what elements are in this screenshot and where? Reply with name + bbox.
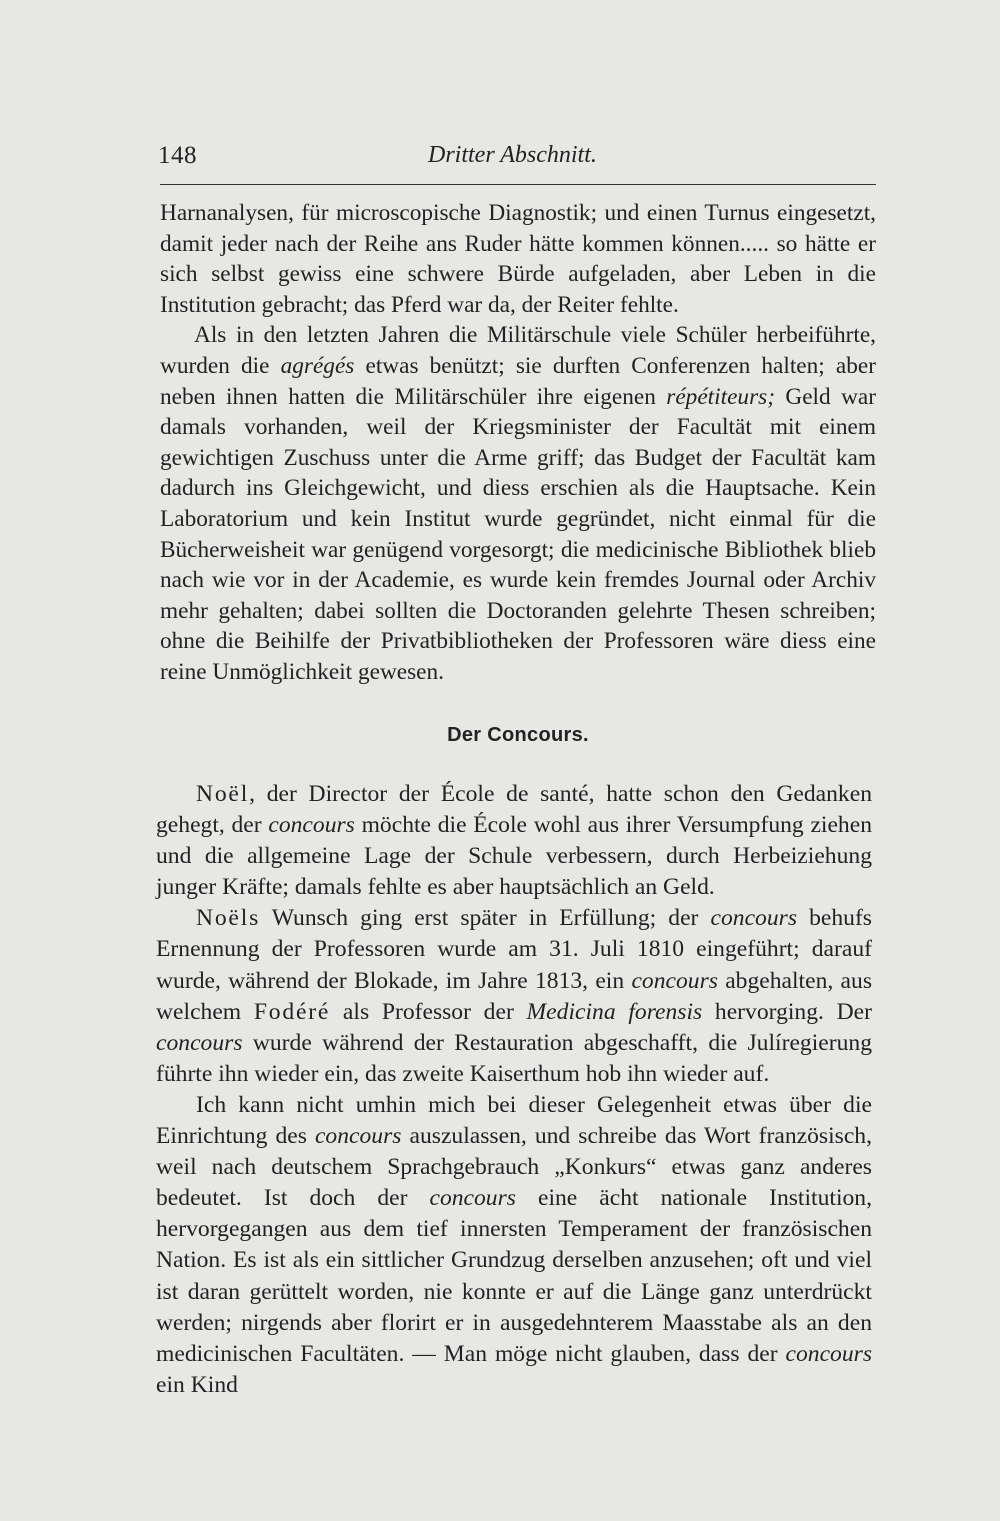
italic-term: agrégés (280, 352, 355, 379)
italic-term: concours (785, 1340, 872, 1367)
paragraph-text: als Professor der (330, 998, 527, 1025)
section-concours (156, 779, 872, 1401)
paragraph-text: möchte die École wohl aus ihrer Versumpfung ziehen und die allgemeine Lage der Schule verbessern, durch Herbeiziehung junger Kräfte; damals fehlte es aber hauptsächlich an Geld. (156, 812, 873, 901)
paragraph-text: wurde während der Restauration abgeschafft, die Julíregierung führte ihn wieder ein, das zweite Kaiserthum hob ihn wieder auf. (156, 1029, 872, 1087)
paragraph-text: , der Director der École de santé, hatte schon den Gedanken gehegt, der (156, 781, 872, 839)
paragraph-text: Harnanalysen, für microscopische Diagnostik; und einen Turnus eingesetzt, damit jeder nach der Reihe ans Ruder hätte kommen können..... so hätte er sich selbst gewiss eine schwere Bürde aufgeladen, aber Leben in die Institution gebracht; das Pferd war da, der Reiter fehlte. (160, 200, 876, 318)
italic-term: concours (156, 1029, 243, 1056)
paragraph-text: Als in den letzten Jahren die Militärschule viele Schüler herbeiführte, wurden die (160, 322, 876, 379)
paragraph-text: abgehalten, aus welchem (156, 967, 872, 1025)
spaced-name: Fodéré (253, 998, 331, 1025)
paragraph-text: behufs Ernennung der Professoren wurde am 31. Juli 1810 eingeführt; darauf wurde, während der Blokade, im Jahre 1813, ein (156, 905, 872, 994)
paragraph-text: etwas benützt; sie durften Conferenzen halten; aber neben ihnen hatten die Militärschüler ihre eigenen (160, 352, 876, 410)
italic-term: répétiteurs; (666, 383, 775, 410)
italic-term: concours (710, 905, 797, 932)
page-number: 148 (158, 142, 197, 169)
header-rule (160, 184, 876, 185)
paragraph-text: ein Kind (156, 1371, 238, 1398)
section-continuation (160, 198, 876, 688)
running-head: Dritter Abschnitt. (428, 142, 597, 168)
paragraph-ich-kann (156, 1090, 872, 1401)
paragraph-noels-wunsch (156, 903, 872, 1090)
paragraph-text: Wunsch ging erst später in Erfüllung; der (260, 905, 711, 932)
italic-term: concours (429, 1185, 516, 1212)
paragraph-text: Geld war damals vorhanden, weil der Kriegsminister der Facultät mit einem gewichtigen Zuschuss unter die Arme griff; das Budget der Facultät kam dadurch ins Gleichgewicht, und diess erschien als die Hauptsache. Kein Laboratorium und kein Institut wurde gegründet, nicht einmal für die Bücherweisheit war genügend vorgesorgt; die medicinische Bibliothek blieb nach wie vor in der Academie, es wurde kein fremdes Journal oder Archiv mehr gehalten; dabei sollten die Doctoranden gelehrte Thesen schreiben; ohne die Beihilfe der Privatbibliotheken der Professoren wäre diess eine reine Unmöglichkeit gewesen. (160, 383, 876, 685)
italic-term: Medicina forensis (526, 998, 703, 1025)
paragraph-harnanalysen (160, 198, 876, 320)
page-header (158, 138, 876, 182)
paragraph-text: eine ächt nationale Institution, hervorgegangen aus dem tief innersten Temperament der französischen Nation. Es ist als ein sittlicher Grundzug derselben anzusehen; oft und viel ist daran gerüttelt worden, nie konnte er auf die Länge ganz unterdrückt werden; nirgends aber florirt er in ausgedehnterem Maasstabe als an den medicinischen Facultäten. — Man möge nicht glauben, dass der (156, 1185, 872, 1367)
italic-term: concours (631, 967, 718, 994)
paragraph-noel (156, 779, 872, 903)
paragraph-militaerschule (160, 320, 876, 687)
paragraph-text: hervorging. Der (702, 998, 872, 1025)
italic-term: concours (314, 1123, 402, 1150)
paragraph-text: auszulassen, und schreibe das Wort französisch, weil nach deutschem Sprachgebrauch „Konkurs“ etwas ganz anderes bedeutet. Ist doch der (156, 1123, 872, 1212)
section-heading: Der Concours. (447, 724, 589, 746)
paragraph-text: Ich kann nicht umhin mich bei dieser Gelegenheit etwas über die Einrichtung des (156, 1091, 872, 1150)
spaced-name: Noëls (196, 905, 261, 932)
italic-term: concours (268, 812, 355, 839)
spaced-name: Noël (196, 781, 250, 807)
